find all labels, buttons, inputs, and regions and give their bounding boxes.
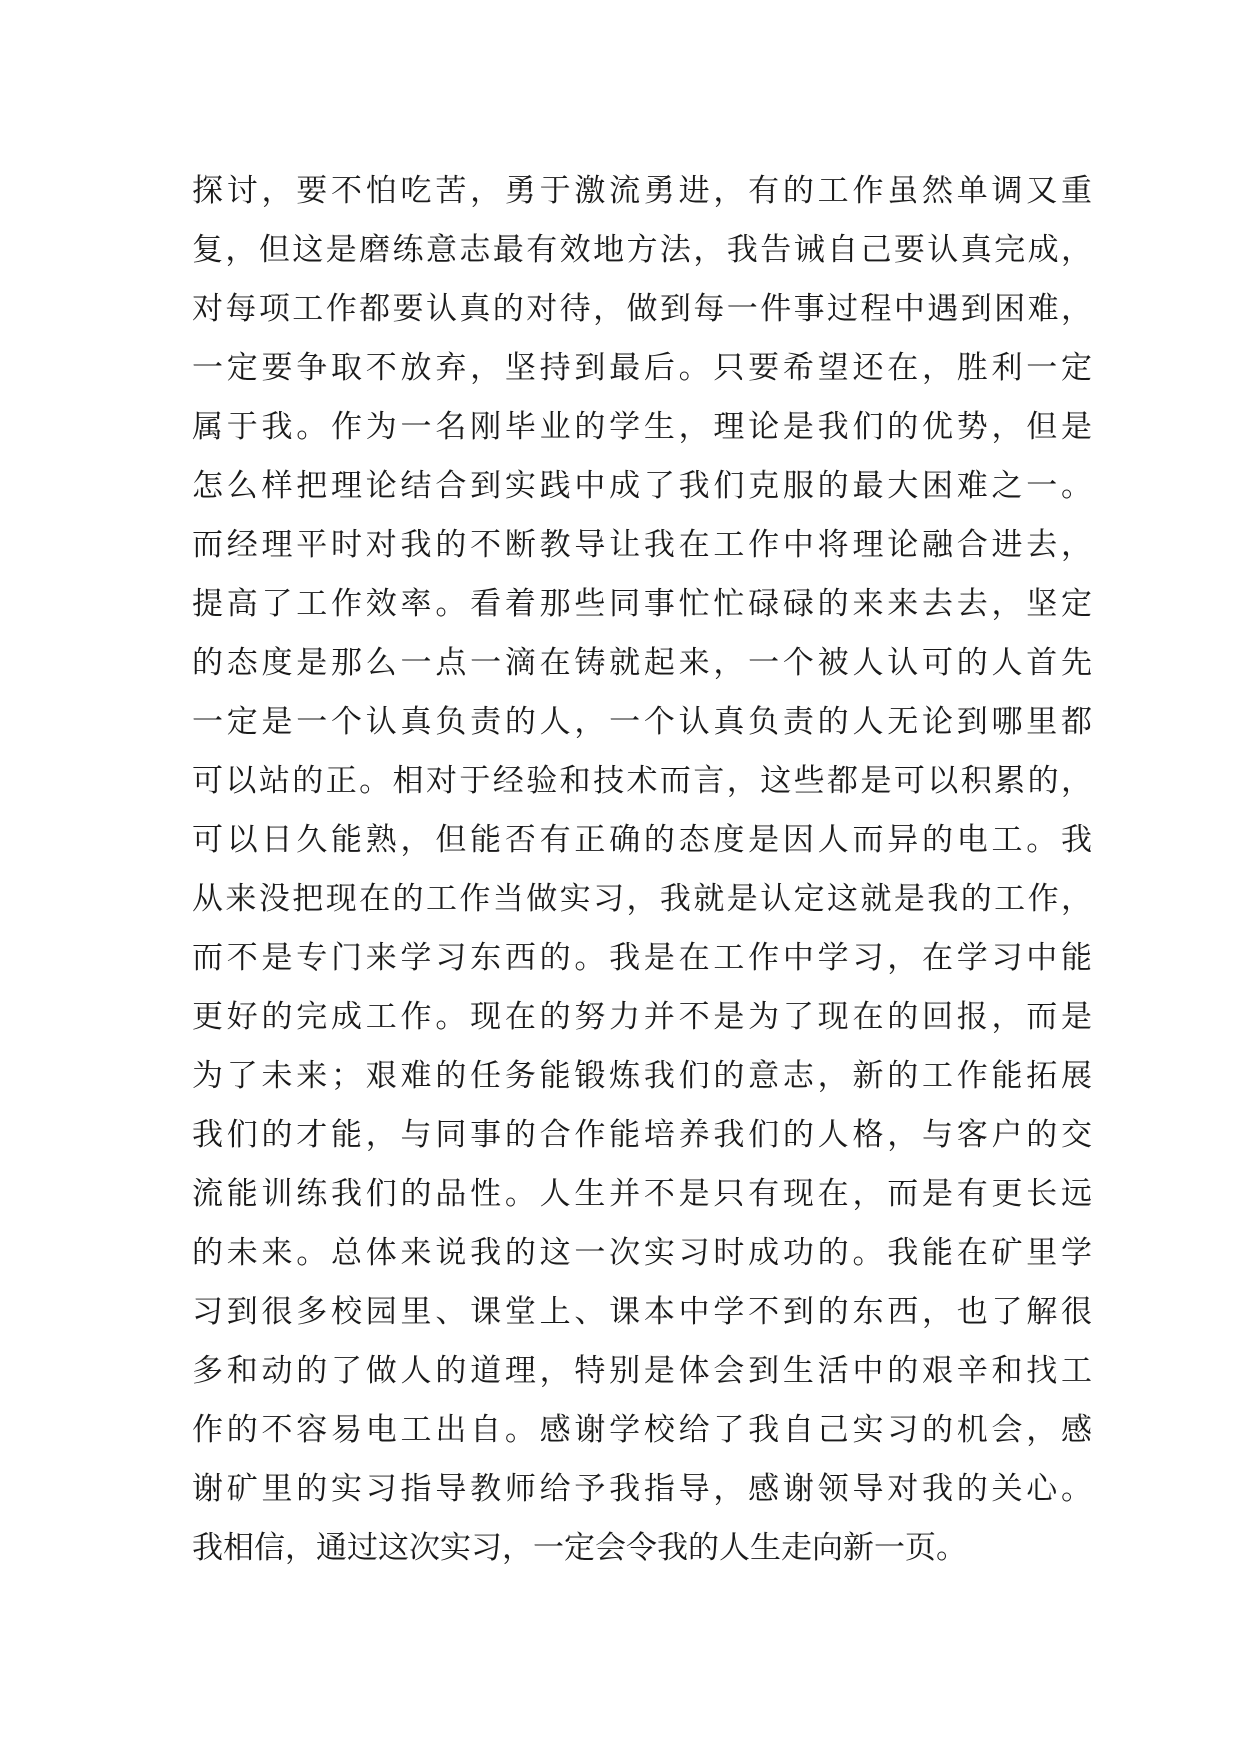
- text-line: 探讨，要不怕吃苦，勇于激流勇进，有的工作虽然单调又重: [192, 173, 1092, 209]
- text-line: 我们的才能，与同事的合作能培养我们的人格，与客户的交: [192, 1117, 1092, 1153]
- text-line: 一定要争取不放弃，坚持到最后。只要希望还在，胜利一定: [192, 350, 1092, 386]
- text-line: 可以站的正。相对于经验和技术而言，这些都是可以积累的，: [192, 763, 1092, 799]
- text-line: 我相信，通过这次实习，一定会令我的人生走向新一页。: [192, 1530, 967, 1566]
- text-line: 对每项工作都要认真的对待，做到每一件事过程中遇到困难，: [192, 291, 1092, 327]
- text-line: 的态度是那么一点一滴在铸就起来，一个被人认可的人首先: [192, 645, 1092, 681]
- text-line: 流能训练我们的品性。人生并不是只有现在，而是有更长远: [192, 1176, 1092, 1212]
- text-line: 一定是一个认真负责的人，一个认真负责的人无论到哪里都: [192, 704, 1092, 740]
- text-line: 属于我。作为一名刚毕业的学生，理论是我们的优势，但是: [192, 409, 1092, 445]
- text-line: 谢矿里的实习指导教师给予我指导，感谢领导对我的关心。: [192, 1471, 1092, 1507]
- text-line: 而经理平时对我的不断教导让我在工作中将理论融合进去，: [192, 527, 1092, 563]
- text-line: 为了未来；艰难的任务能锻炼我们的意志，新的工作能拓展: [192, 1058, 1092, 1094]
- text-line: 更好的完成工作。现在的努力并不是为了现在的回报，而是: [192, 999, 1092, 1035]
- text-line: 的未来。总体来说我的这一次实习时成功的。我能在矿里学: [192, 1235, 1092, 1271]
- text-line: 多和动的了做人的道理，特别是体会到生活中的艰辛和找工: [192, 1353, 1092, 1389]
- body-text: [192, 162, 1092, 1578]
- text-line: 而不是专门来学习东西的。我是在工作中学习，在学习中能: [192, 940, 1092, 976]
- text-line: 习到很多校园里、课堂上、课本中学不到的东西，也了解很: [192, 1294, 1092, 1330]
- text-line: 可以日久能熟，但能否有正确的态度是因人而异的电工。我: [192, 822, 1092, 858]
- text-line: 作的不容易电工出自。感谢学校给了我自己实习的机会，感: [192, 1412, 1092, 1448]
- text-line: 复，但这是磨练意志最有效地方法，我告诫自己要认真完成，: [192, 232, 1092, 268]
- text-line: 从来没把现在的工作当做实习，我就是认定这就是我的工作，: [192, 881, 1092, 917]
- text-line: 怎么样把理论结合到实践中成了我们克服的最大困难之一。: [192, 468, 1092, 504]
- text-line: 提高了工作效率。看着那些同事忙忙碌碌的来来去去，坚定: [192, 586, 1092, 622]
